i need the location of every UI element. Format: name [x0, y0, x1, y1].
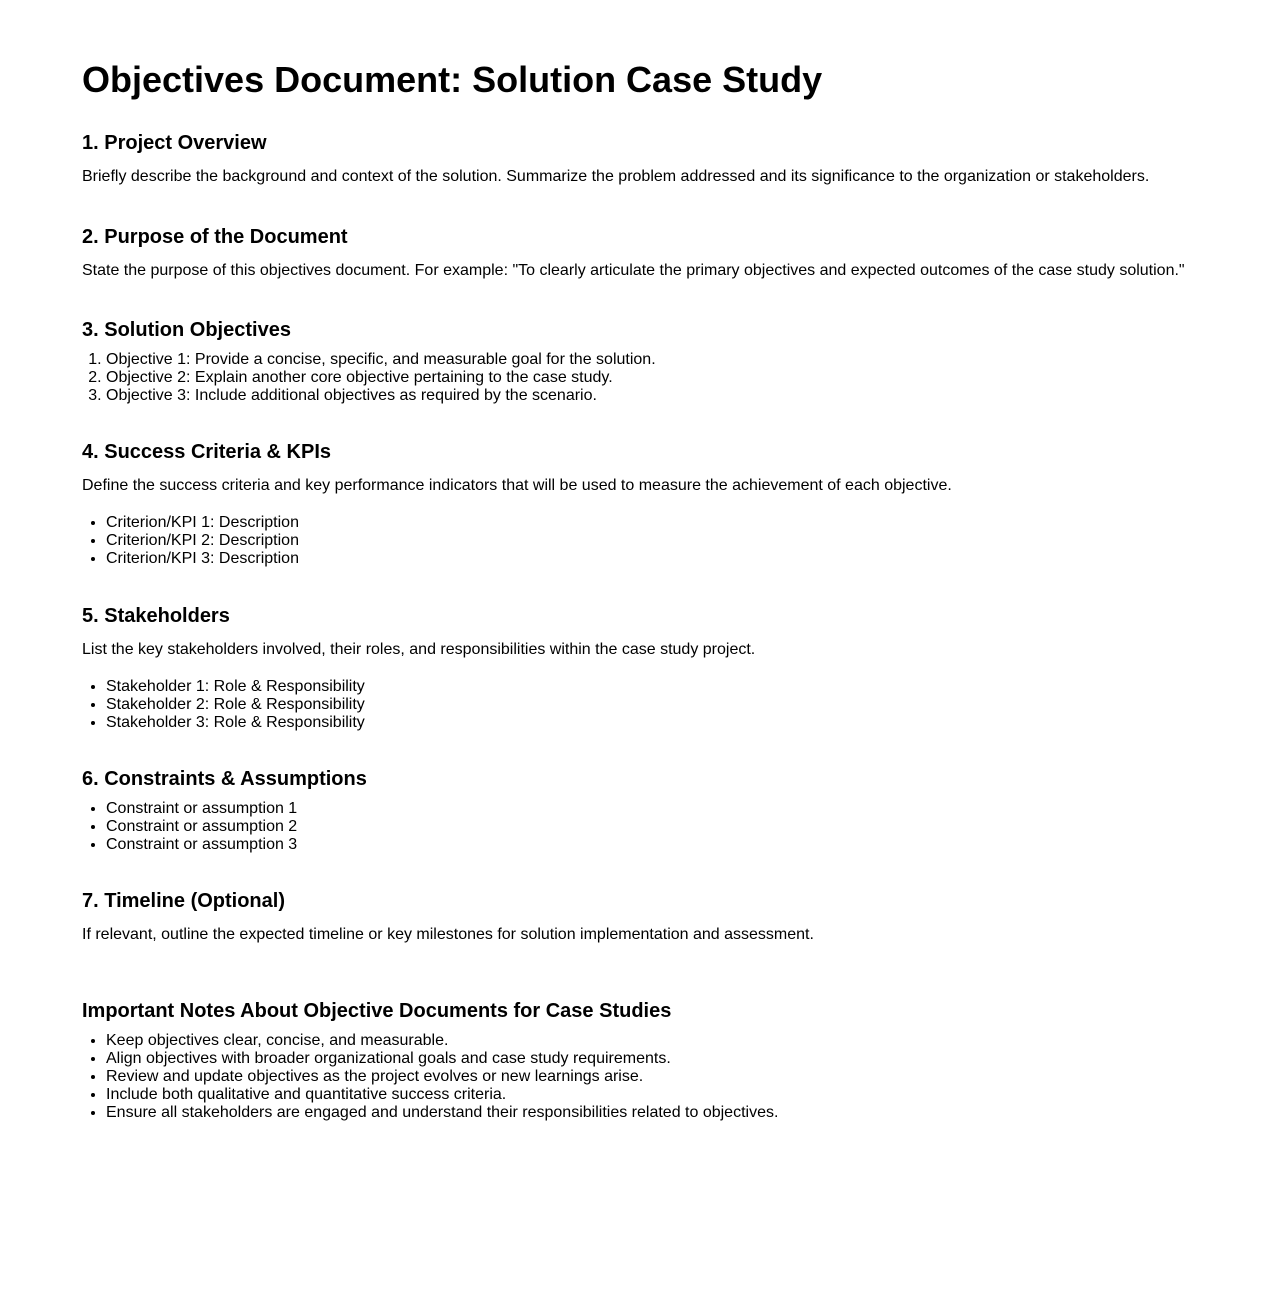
section-timeline: [82, 889, 1242, 944]
section-text: List the key stakeholders involved, their roles, and responsibilities within the case study project.: [82, 641, 756, 658]
list-item: • Constraint or assumption 1: [106, 800, 1242, 818]
list-item: • Stakeholder 1: Role & Responsibility: [106, 678, 1242, 696]
section-heading: 6. Constraints & Assumptions: [82, 768, 367, 790]
list-item: • Include both qualitative and quantitative success criteria.: [106, 1086, 1242, 1104]
objectives-list: [82, 351, 1242, 405]
section-heading: 7. Timeline (Optional): [82, 890, 285, 912]
list-item: • Criterion/KPI 2: Description: [106, 532, 1242, 550]
list-item: • Stakeholder 2: Role & Responsibility: [106, 696, 1242, 714]
list-item: • Ensure all stakeholders are engaged and understand their responsibilities related to objectives.: [106, 1104, 1242, 1122]
list-item: • Criterion/KPI 3: Description: [106, 550, 1242, 568]
section-heading: 4. Success Criteria & KPIs: [82, 441, 332, 463]
section-important-notes: [82, 999, 1242, 1122]
section-text: Briefly describe the background and context of the solution. Summarize the problem addressed and its significance to the organization or stakeholders.: [82, 168, 1150, 185]
section-solution-objectives: [82, 318, 1242, 405]
page-title: Objectives Document: Solution Case Study: [82, 59, 823, 100]
section-text: If relevant, outline the expected timeline or key milestones for solution implementation and assessment.: [82, 926, 814, 943]
section-text: State the purpose of this objectives document. For example: "To clearly articulate the primary objectives and expected outcomes of the case study solution.": [82, 262, 1185, 279]
kpi-list: [82, 514, 1242, 568]
list-item: • Align objectives with broader organizational goals and case study requirements.: [106, 1050, 1242, 1068]
section-stakeholders: [82, 604, 1242, 732]
constraints-list: [82, 800, 1242, 854]
section-constraints: [82, 767, 1242, 854]
section-heading: 1. Project Overview: [82, 132, 267, 154]
section-purpose: [82, 225, 1242, 280]
section-text: Define the success criteria and key performance indicators that will be used to measure the achievement of each objective.: [82, 477, 952, 494]
section-project-overview: [82, 131, 1242, 186]
list-item: • Review and update objectives as the project evolves or new learnings arise.: [106, 1068, 1242, 1086]
section-heading: Important Notes About Objective Documents for Case Studies: [82, 1000, 672, 1022]
notes-list: [82, 1032, 1242, 1122]
section-heading: 3. Solution Objectives: [82, 319, 291, 341]
list-item: • Stakeholder 3: Role & Responsibility: [106, 714, 1242, 732]
list-item: • Constraint or assumption 2: [106, 818, 1242, 836]
list-item: 2. Objective 2: Explain another core objective pertaining to the case study.: [106, 369, 1242, 387]
section-heading: 2. Purpose of the Document: [82, 226, 348, 248]
list-item: • Keep objectives clear, concise, and measurable.: [106, 1032, 1242, 1050]
section-heading: 5. Stakeholders: [82, 605, 230, 627]
section-success-criteria: [82, 440, 1242, 568]
list-item: • Constraint or assumption 3: [106, 836, 1242, 854]
list-item: 3. Objective 3: Include additional objectives as required by the scenario.: [106, 387, 1242, 405]
list-item: • Criterion/KPI 1: Description: [106, 514, 1242, 532]
stakeholder-list: [82, 678, 1242, 732]
list-item: 1. Objective 1: Provide a concise, specific, and measurable goal for the solution.: [106, 351, 1242, 369]
